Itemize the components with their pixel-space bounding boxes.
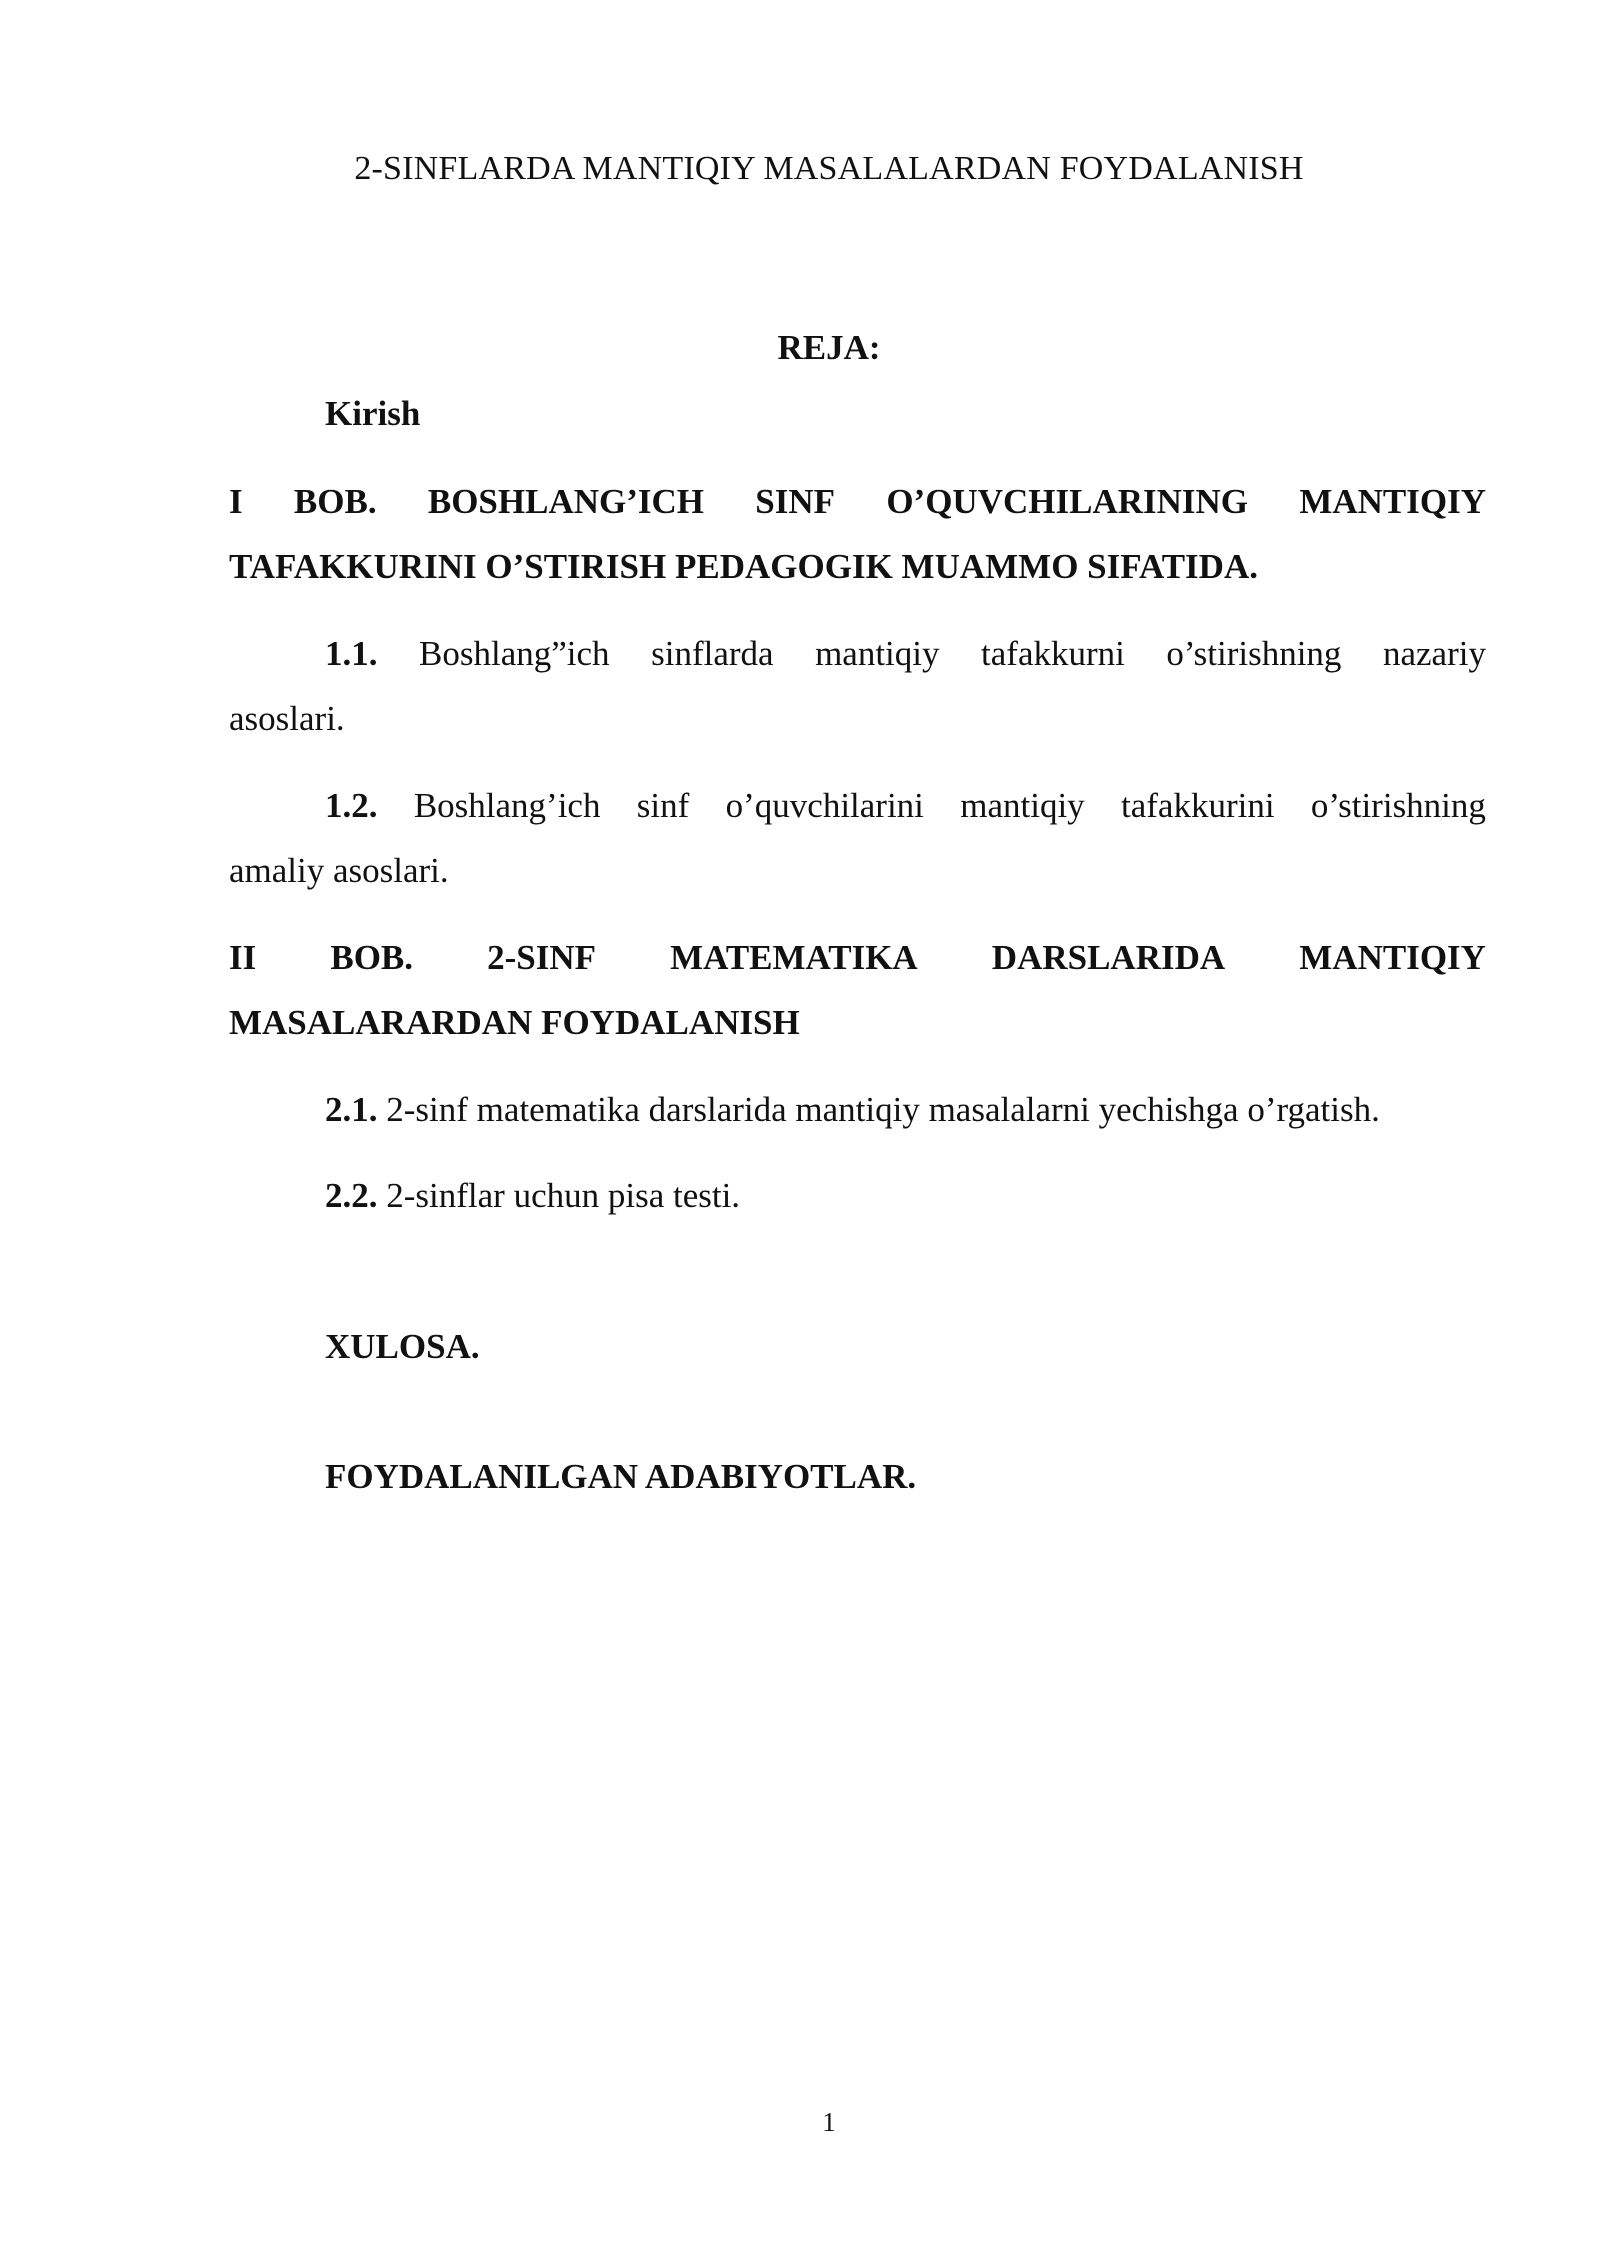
- section-2-1-text: 2-sinf matematika darslarida mantiqiy masalalarni yechishga o’rgatish.: [386, 1090, 1380, 1129]
- intro-item: Kirish: [325, 394, 421, 433]
- page-number: 1: [822, 2107, 836, 2137]
- section-1-1-line-1: [325, 634, 1486, 674]
- section-1-2-word: mantiqiy: [960, 786, 1085, 825]
- section-1-2-word: o’stirishning: [1310, 786, 1486, 825]
- section-1-1-word: nazariy: [1382, 634, 1486, 673]
- chapter-1-word: I: [229, 482, 243, 521]
- section-1-1-word: tafakkurni: [981, 634, 1125, 673]
- section-1-1-number: 1.1.: [325, 634, 378, 673]
- section-2-1-number: 2.1.: [325, 1090, 378, 1129]
- chapter-1-word: SINF: [755, 482, 836, 521]
- section-2-2: [325, 1176, 740, 1216]
- section-2-1: [325, 1090, 1380, 1130]
- section-1-1-word: o’stirishning: [1166, 634, 1342, 673]
- chapter-1-word: MANTIQIY: [1299, 482, 1486, 521]
- references-item: FOYDALANILGAN ADABIYOTLAR.: [325, 1457, 917, 1496]
- section-1-1-word: sinflarda: [651, 634, 774, 673]
- section-1-2-line-2: amaliy asoslari.: [229, 851, 449, 890]
- chapter-1-word: BOSHLANG’ICH: [427, 482, 705, 521]
- chapter-2-word: BOB.: [330, 938, 414, 977]
- section-1-2-number: 1.2.: [325, 786, 378, 825]
- document-title: 2-SINFLARDA MANTIQIY MASALALARDAN FOYDALANISH: [354, 150, 1304, 187]
- conclusion-item: XULOSA.: [325, 1327, 480, 1366]
- section-1-1-word: Boshlang”ich: [419, 634, 610, 673]
- section-1-2-line-1: [325, 786, 1486, 826]
- chapter-2-word: II: [229, 938, 257, 977]
- chapter-1-heading-line-1: [229, 482, 1486, 522]
- plan-heading: REJA:: [777, 328, 881, 367]
- section-2-2-number: 2.2.: [325, 1176, 378, 1215]
- chapter-2-word: 2-SINF: [487, 938, 597, 977]
- section-1-2-word: sinf: [636, 786, 690, 825]
- section-2-2-text: 2-sinflar uchun pisa testi.: [386, 1176, 741, 1215]
- section-1-2-word: tafakkurini: [1121, 786, 1275, 825]
- chapter-2-word: DARSLARIDA: [991, 938, 1226, 977]
- chapter-1-word: BOB.: [293, 482, 377, 521]
- section-1-2-word: Boshlang’ich: [413, 786, 601, 825]
- chapter-1-word: O’QUVCHILARINING: [886, 482, 1249, 521]
- chapter-1-heading-line-2: TAFAKKURINI O’STIRISH PEDAGOGIK MUAMMO SIFATIDA.: [229, 547, 1258, 586]
- section-1-1-line-2: asoslari.: [229, 699, 345, 738]
- chapter-2-heading-line-1: [229, 938, 1486, 978]
- chapter-2-word: MANTIQIY: [1299, 938, 1486, 977]
- section-1-1-word: mantiqiy: [815, 634, 940, 673]
- chapter-2-word: MATEMATIKA: [670, 938, 918, 977]
- section-1-2-word: o’quvchilarini: [725, 786, 924, 825]
- chapter-2-heading-line-2: MASALARARDAN FOYDALANISH: [229, 1003, 800, 1042]
